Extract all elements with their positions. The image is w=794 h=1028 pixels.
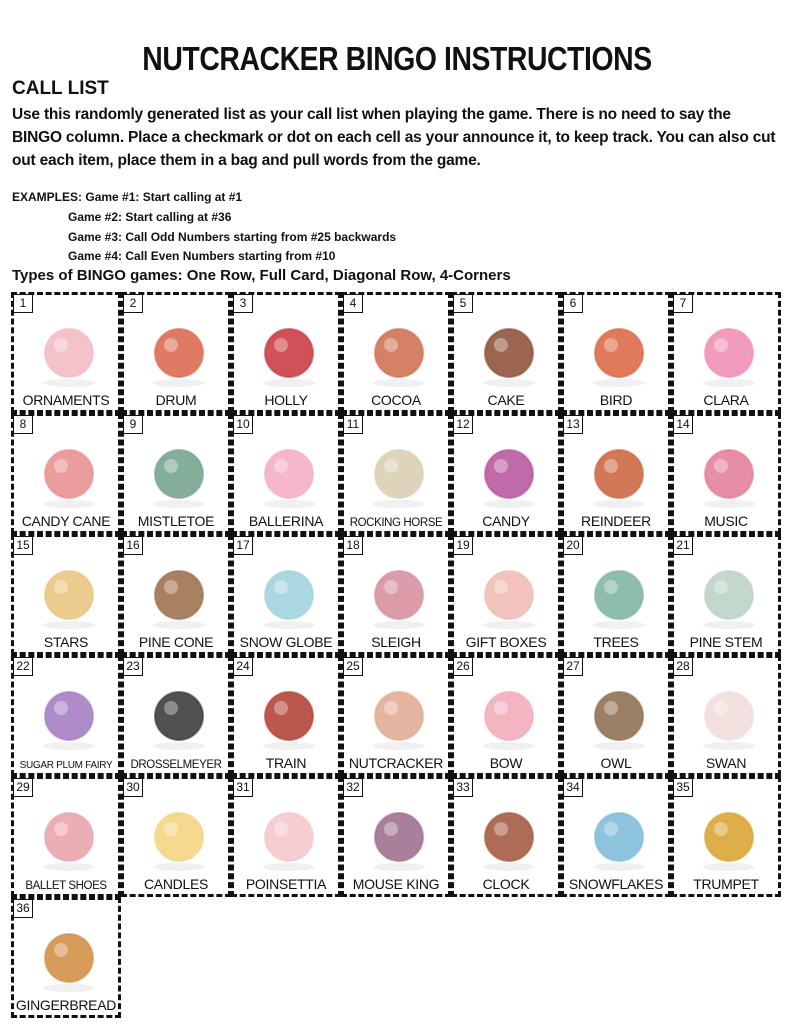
bingo-cell (11, 776, 121, 897)
cell-label: COCOA (371, 392, 421, 408)
cell-label: PINE STEM (689, 634, 763, 650)
bingo-cell (341, 776, 451, 897)
cell-label: CANDY CANE (21, 513, 111, 529)
cell-label: TRAIN (265, 755, 307, 771)
cell-label: BALLERINA (248, 513, 324, 529)
cell-number: 8 (13, 415, 33, 434)
bingo-cell (121, 776, 231, 897)
cell-number: 36 (13, 899, 33, 918)
cell-number: 29 (13, 778, 33, 797)
candy-cane-icon (29, 438, 109, 512)
cell-label: ORNAMENTS (22, 392, 110, 408)
cell-number: 6 (563, 294, 583, 313)
cell-label: ROCKING HORSE (349, 517, 443, 529)
cell-number: 12 (453, 415, 473, 434)
cell-number: 21 (673, 536, 693, 555)
cell-number: 16 (123, 536, 143, 555)
bingo-cell (231, 655, 341, 776)
snow-globe-icon (249, 559, 329, 633)
poinsettia-icon (249, 801, 329, 875)
cell-number: 27 (563, 657, 583, 676)
bingo-cell (561, 655, 671, 776)
cell-label: DROSSELMEYER (130, 759, 222, 771)
drosselmeyer-icon (139, 680, 219, 754)
cell-number: 25 (343, 657, 363, 676)
game-types: Types of BINGO games: One Row, Full Card, Diagonal Row, 4-Corners (12, 267, 511, 284)
example-game-4: Game #4: Call Even Numbers starting from #10 (68, 249, 336, 263)
swan-icon (689, 680, 769, 754)
bingo-cell (11, 534, 121, 655)
holly-icon (249, 317, 329, 391)
cell-number: 5 (453, 294, 473, 313)
mistletoe-icon (139, 438, 219, 512)
cell-label: SLEIGH (371, 634, 421, 650)
pine-cone-icon (139, 559, 219, 633)
rocking-horse-icon (359, 438, 439, 512)
mouse-king-icon (359, 801, 439, 875)
bingo-cell (341, 655, 451, 776)
cell-label: GIFT BOXES (465, 634, 547, 650)
cell-label: REINDEER (581, 513, 651, 529)
cell-number: 22 (13, 657, 33, 676)
stars-icon (29, 559, 109, 633)
cell-label: SNOWFLAKES (568, 876, 664, 892)
train-icon (249, 680, 329, 754)
cake-icon (469, 317, 549, 391)
clara-icon (689, 317, 769, 391)
bingo-cell (231, 776, 341, 897)
bingo-cell (231, 413, 341, 534)
cell-number: 3 (233, 294, 253, 313)
example-game-3: Game #3: Call Odd Numbers starting from #25 backwards (68, 230, 397, 244)
bingo-cell (121, 655, 231, 776)
bingo-cell (451, 292, 561, 413)
bingo-cell (561, 292, 671, 413)
cell-label: CLOCK (482, 876, 530, 892)
clock-icon (469, 801, 549, 875)
bow-icon (469, 680, 549, 754)
ornaments-icon (29, 317, 109, 391)
bingo-cell (231, 292, 341, 413)
cell-label: MISTLETOE (137, 513, 215, 529)
cell-label: TRUMPET (693, 876, 759, 892)
cell-number: 10 (233, 415, 253, 434)
bingo-cell (561, 776, 671, 897)
cell-label: STARS (43, 634, 89, 650)
bingo-cell (231, 534, 341, 655)
cell-number: 7 (673, 294, 693, 313)
bingo-cell (121, 534, 231, 655)
cell-label: OWL (600, 755, 632, 771)
cell-number: 1 (13, 294, 33, 313)
ballet-shoes-icon (29, 801, 109, 875)
ballerina-icon (249, 438, 329, 512)
cell-label: CANDLES (143, 876, 209, 892)
bingo-cell (451, 413, 561, 534)
bingo-cell (341, 413, 451, 534)
reindeer-icon (579, 438, 659, 512)
cell-number: 9 (123, 415, 143, 434)
nutcracker-icon (359, 680, 439, 754)
cell-label: SUGAR PLUM FAIRY (19, 760, 113, 771)
example-game-1: Game #1: Start calling at #1 (85, 190, 243, 204)
bingo-cell (451, 776, 561, 897)
cell-label: MOUSE KING (352, 876, 440, 892)
trees-icon (579, 559, 659, 633)
bingo-cell (671, 655, 781, 776)
cell-label: SWAN (705, 755, 747, 771)
cell-number: 13 (563, 415, 583, 434)
bingo-cell (11, 897, 121, 1018)
cell-label: BIRD (599, 392, 633, 408)
cell-label: MUSIC (704, 513, 748, 529)
bingo-cell (671, 776, 781, 897)
cell-number: 19 (453, 536, 473, 555)
cell-label: BALLET SHOES (25, 880, 107, 892)
cell-number: 14 (673, 415, 693, 434)
bingo-cell (561, 413, 671, 534)
cell-number: 15 (13, 536, 33, 555)
bingo-cell (11, 413, 121, 534)
candy-icon (469, 438, 549, 512)
intro-paragraph: Use this randomly generated list as your call list when playing the game. There is no need to say the BINGO column. Place a checkmark or dot on each cell as your announce it, to keep track. You can also cut out each item, place them in a bag and pull words from the game. (12, 106, 776, 169)
cell-label: NUTCRACKER (348, 755, 444, 771)
gift-boxes-icon (469, 559, 549, 633)
examples-label: EXAMPLES: (12, 190, 83, 204)
bingo-cell (451, 655, 561, 776)
cell-label: TREES (593, 634, 639, 650)
bingo-cell (341, 292, 451, 413)
cell-label: HOLLY (264, 392, 308, 408)
cell-number: 4 (343, 294, 363, 313)
cell-number: 23 (123, 657, 143, 676)
trumpet-icon (689, 801, 769, 875)
call-list-grid (11, 292, 781, 1017)
bingo-cell (671, 413, 781, 534)
snowflakes-icon (579, 801, 659, 875)
drum-icon (139, 317, 219, 391)
cell-number: 33 (453, 778, 473, 797)
cell-label: POINSETTIA (245, 876, 327, 892)
bingo-cell (561, 534, 671, 655)
cell-label: CANDY (482, 513, 530, 529)
bingo-cell (451, 534, 561, 655)
cell-label: DRUM (155, 392, 197, 408)
bingo-cell (671, 292, 781, 413)
bingo-cell (11, 292, 121, 413)
cell-label: CLARA (703, 392, 749, 408)
bingo-cell (121, 292, 231, 413)
cell-number: 2 (123, 294, 143, 313)
sugar-plum-fairy-icon (29, 680, 109, 754)
cell-number: 28 (673, 657, 693, 676)
cocoa-icon (359, 317, 439, 391)
cell-number: 35 (673, 778, 693, 797)
sleigh-icon (359, 559, 439, 633)
cell-number: 31 (233, 778, 253, 797)
owl-icon (579, 680, 659, 754)
cell-label: PINE CONE (138, 634, 214, 650)
cell-number: 32 (343, 778, 363, 797)
section-heading: CALL LIST (12, 78, 109, 99)
cell-number: 34 (563, 778, 583, 797)
cell-number: 11 (343, 415, 363, 434)
candles-icon (139, 801, 219, 875)
pine-stem-icon (689, 559, 769, 633)
bingo-cell (11, 655, 121, 776)
cell-number: 24 (233, 657, 253, 676)
gingerbread-icon (29, 922, 109, 996)
bird-icon (579, 317, 659, 391)
cell-label: GINGERBREAD (15, 997, 117, 1013)
cell-label: CAKE (487, 392, 525, 408)
cell-number: 20 (563, 536, 583, 555)
cell-label: BOW (489, 755, 523, 771)
cell-number: 26 (453, 657, 473, 676)
examples-line-1 (12, 190, 242, 204)
cell-number: 17 (233, 536, 253, 555)
bingo-cell (671, 534, 781, 655)
cell-number: 30 (123, 778, 143, 797)
cell-number: 18 (343, 536, 363, 555)
music-icon (689, 438, 769, 512)
page-title: NUTCRACKER BINGO INSTRUCTIONS (142, 40, 652, 77)
example-game-2: Game #2: Start calling at #36 (68, 210, 232, 224)
bingo-cell (341, 534, 451, 655)
bingo-cell (121, 413, 231, 534)
cell-label: SNOW GLOBE (239, 634, 333, 650)
